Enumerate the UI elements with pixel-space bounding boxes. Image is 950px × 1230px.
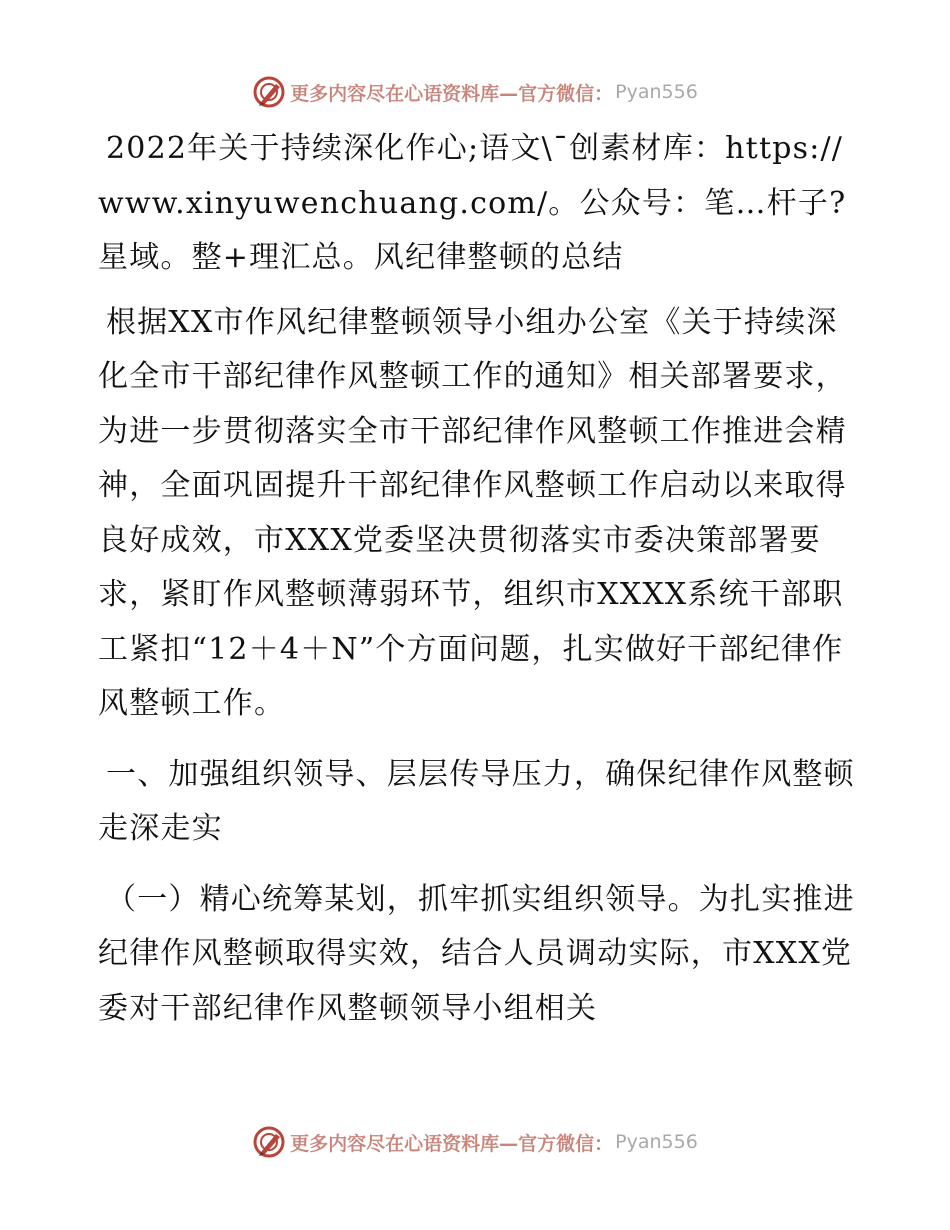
section-heading: 一、加强组织领导、层层传导压力，确保纪律作风整顿走深走实 bbox=[98, 756, 855, 846]
document-title-paragraph: 2022年关于持续深化作心;语文\¯创素材库：https://www.xinyuwenchuang.com/。公众号：笔…杆子?星域。整+理汇总。风纪律整顿的总结 bbox=[98, 131, 847, 275]
body-paragraph: （一）精心统筹某划，抓牢抓实组织领导。为扎实推进纪律作风整顿取得实效，结合人员调动实际，市XXX党委对干部纪律作风整顿领导小组相关 bbox=[98, 881, 855, 1026]
body-paragraph: 根据XX市作风纪律整顿领导小组办公室《关于持续深化全市干部纪律作风整顿工作的通知》相关部署要求，为进一步贯彻落实全市干部纪律作风整顿工作推进会精神，全面巩固提升干部纪律作风整顿工作启动以来取得良好成效，市XXX党委坚决贯彻落实市委决策部署要求，紧盯作风整顿薄弱环节，组织市XXXX系统干部职工紧扣“12＋4＋N”个方面问题，扎实做好干部纪律作风整顿工作。 bbox=[98, 304, 847, 721]
pen-seal-icon bbox=[252, 75, 286, 109]
watermark-text: 更多内容尽在心语资料库—官方微信： bbox=[290, 1132, 614, 1155]
watermark-contact: Pyan556 bbox=[615, 81, 698, 103]
watermark-contact: Pyan556 bbox=[615, 1131, 698, 1153]
header-watermark bbox=[0, 70, 950, 114]
document-body bbox=[98, 122, 858, 1036]
footer-watermark bbox=[0, 1120, 950, 1164]
pen-seal-icon bbox=[252, 1125, 286, 1159]
watermark-text: 更多内容尽在心语资料库—官方微信： bbox=[290, 82, 614, 105]
